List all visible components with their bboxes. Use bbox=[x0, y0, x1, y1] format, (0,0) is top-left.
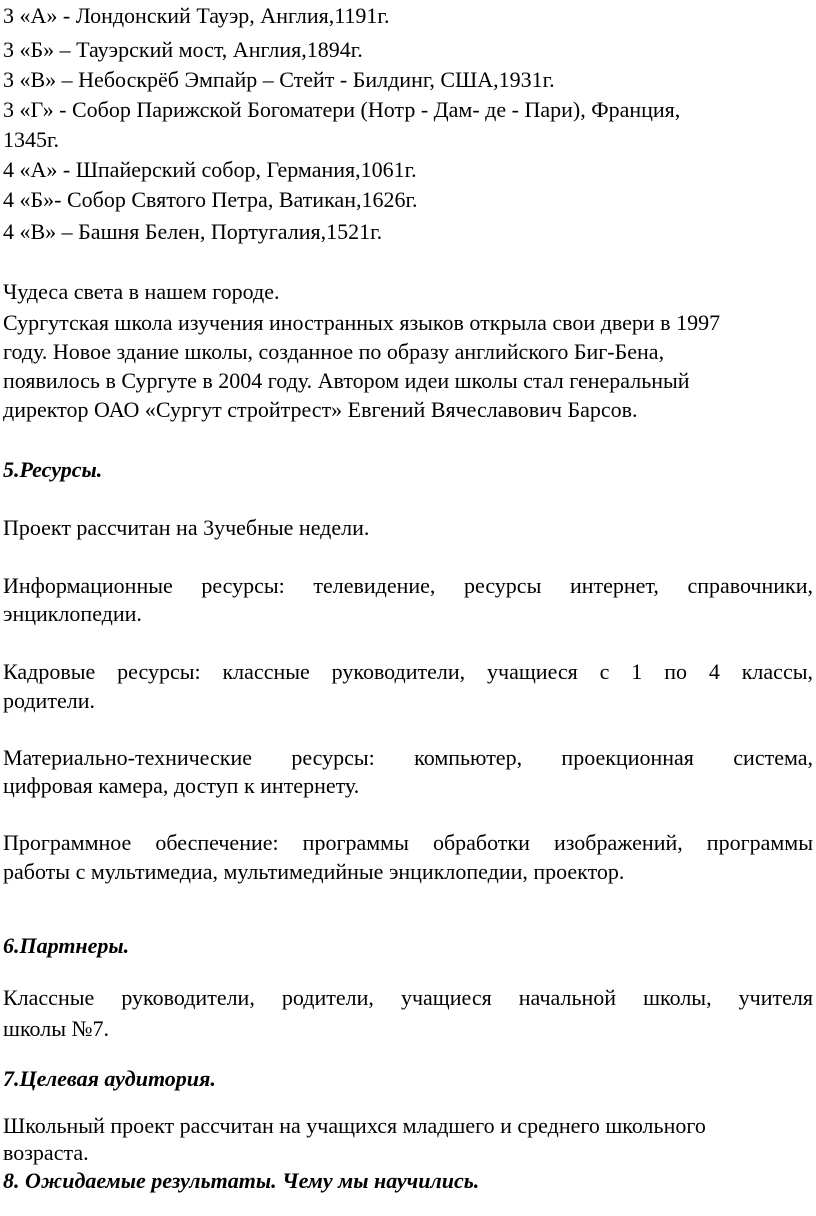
resources-info-line: энциклопедии. bbox=[3, 601, 142, 626]
award-line: 3 «А» - Лондонский Тауэр, Англия,1191г. bbox=[3, 3, 390, 28]
city-paragraph-line: году. Новое здание школы, созданное по образу английского Биг-Бена, bbox=[3, 339, 665, 364]
award-line: 1345г. bbox=[3, 127, 60, 152]
partners-line: школы №7. bbox=[3, 1016, 109, 1041]
city-paragraph-line: появилось в Сургуте в 2004 году. Автором идеи школы стал генеральный bbox=[3, 368, 690, 393]
resources-material-line: цифровая камера, доступ к интернету. bbox=[3, 773, 360, 798]
resources-material-line: Материально-технические ресурсы: компьютер, проекционная система, bbox=[3, 745, 813, 770]
resources-heading: 5.Ресурсы. bbox=[3, 457, 103, 482]
city-paragraph-line: директор ОАО «Сургут стройтрест» Евгений Вячеславович Барсов. bbox=[3, 397, 638, 422]
results-heading: 8. Ожидаемые результаты. Чему мы научились. bbox=[3, 1168, 480, 1193]
resources-software-line: Программное обеспечение: программы обработки изображений, программы bbox=[3, 830, 813, 855]
resources-staff-line: родители. bbox=[3, 688, 95, 713]
partners-line: Классные руководители, родители, учащиеся начальной школы, учителя bbox=[3, 985, 813, 1010]
award-line: 3 «Б» – Тауэрский мост, Англия,1894г. bbox=[3, 37, 363, 62]
resources-info-line: Информационные ресурсы: телевидение, ресурсы интернет, справочники, bbox=[3, 573, 813, 598]
award-line: 3 «В» – Небоскрёб Эмпайр – Стейт - Билдинг, США,1931г. bbox=[3, 67, 555, 92]
resources-duration: Проект рассчитан на 3учебные недели. bbox=[3, 515, 370, 540]
audience-line: Школьный проект рассчитан на учащихся младшего и среднего школьного bbox=[3, 1113, 706, 1138]
award-line: 4 «А» - Шпайерский собор, Германия,1061г. bbox=[3, 157, 417, 182]
award-line: 3 «Г» - Собор Парижской Богоматери (Нотр - Дам- де - Пари), Франция, bbox=[3, 97, 681, 122]
city-title: Чудеса света в нашем городе. bbox=[3, 279, 280, 304]
city-paragraph-line: Сургутская школа изучения иностранных языков открыла свои двери в 1997 bbox=[3, 310, 721, 335]
partners-heading: 6.Партнеры. bbox=[3, 933, 130, 958]
resources-software-line: работы с мультимедиа, мультимедийные энциклопедии, проектор. bbox=[3, 859, 625, 884]
award-line: 4 «В» – Башня Белен, Португалия,1521г. bbox=[3, 219, 383, 244]
audience-heading: 7.Целевая аудитория. bbox=[3, 1066, 216, 1091]
audience-line: возраста. bbox=[3, 1140, 89, 1165]
award-line: 4 «Б»- Собор Святого Петра, Ватикан,1626г. bbox=[3, 187, 418, 212]
resources-staff-line: Кадровые ресурсы: классные руководители, учащиеся с 1 по 4 классы, bbox=[3, 659, 813, 684]
